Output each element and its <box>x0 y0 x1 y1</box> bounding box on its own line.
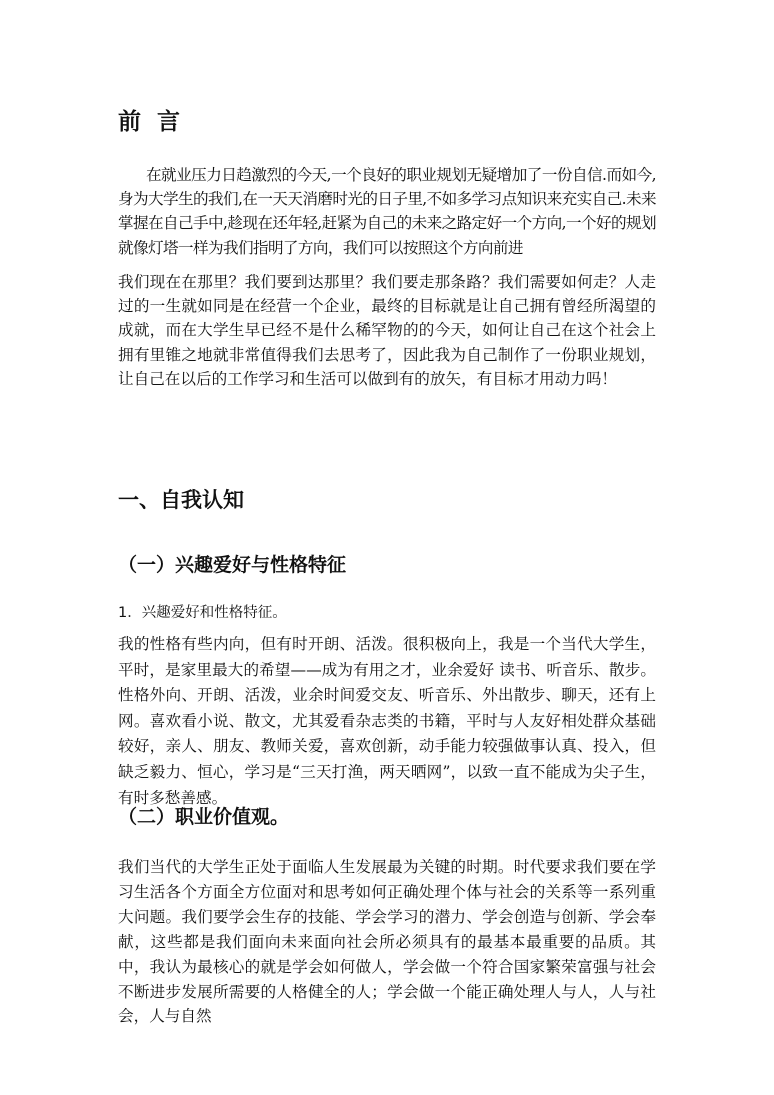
subsection-interests-heading: （一）兴趣爱好与性格特征 <box>118 554 347 576</box>
section-self-awareness-heading: 一、自我认知 <box>118 488 244 512</box>
values-paragraph: 我们当代的大学生正处于面临人生发展最为关键的时期。时代要求我们要在学习生活各个方面全方位面对和思考如何正确处理个体与社会的关系等一系列重大问题。我们要学会生存的技能、学会学习的潜力、学会创造与创新、学会奉献，这些都是我们面向未来面向社会所必须具有的最基本最重要的品质。其中，我认为最核心的就是学会如何做人，学会做一个符合国家繁荣富强与社会不断进步发展所需要的人格健全的人；学会做一个能正确处理人与人，人与社会，人与自然 <box>118 858 656 1026</box>
subsection-values-heading: （二）职业价值观。 <box>118 806 290 828</box>
preface-paragraph-2: 我们现在在那里？我们要到达那里？我们要走那条路？我们需要如何走？人走过的一生就如同是在经营一个企业，最终的目标就是让自己拥有曾经所渴望的成就，而在大学生早已经不是什么稀罕物的的今天，如何让自己在这个社会上拥有里锥之地就非常值得我们去思考了，因此我为自己制作了一份职业规划，让自己在以后的工作学习和生活可以做到有的放矢，有目标才用动力吗！ <box>118 273 656 388</box>
preface-paragraph-1: 在就业压力日趋激烈的今天,一个良好的职业规划无疑增加了一份自信.而如今,身为大学生的我们,在一天天消磨时光的日子里,不如多学习点知识来充实自己.未来掌握在自己手中,趁现在还年轻,赶紧为自己的未来之路定好一个方向,一个好的规划就像灯塔一样为我们指明了方向，我们可以按照这个方向前进 <box>118 166 656 257</box>
preface-heading: 前 言 <box>118 109 185 135</box>
interests-paragraph: 我的性格有些内向，但有时开朗、活泼。很积极向上，我是一个当代大学生，平时，是家里最大的希望——成为有用之才，业余爱好 读书、听音乐、散步。性格外向、开朗、活泼，业余时间爱交友、听音乐、外出散步、聊天，还有上网。喜欢看小说、散文，尤其爱看杂志类的书籍，平时与人友好相处群众基础较好，亲人、朋友、教师关爱，喜欢创新，动手能力较强做事认真、投入，但缺乏毅力、恒心，学习是“三天打渔，两天晒网”，以致一直不能成为尖子生，有时多愁善感。 <box>118 635 656 807</box>
interests-item-label: 1．兴趣爱好和性格特征。 <box>118 605 287 621</box>
